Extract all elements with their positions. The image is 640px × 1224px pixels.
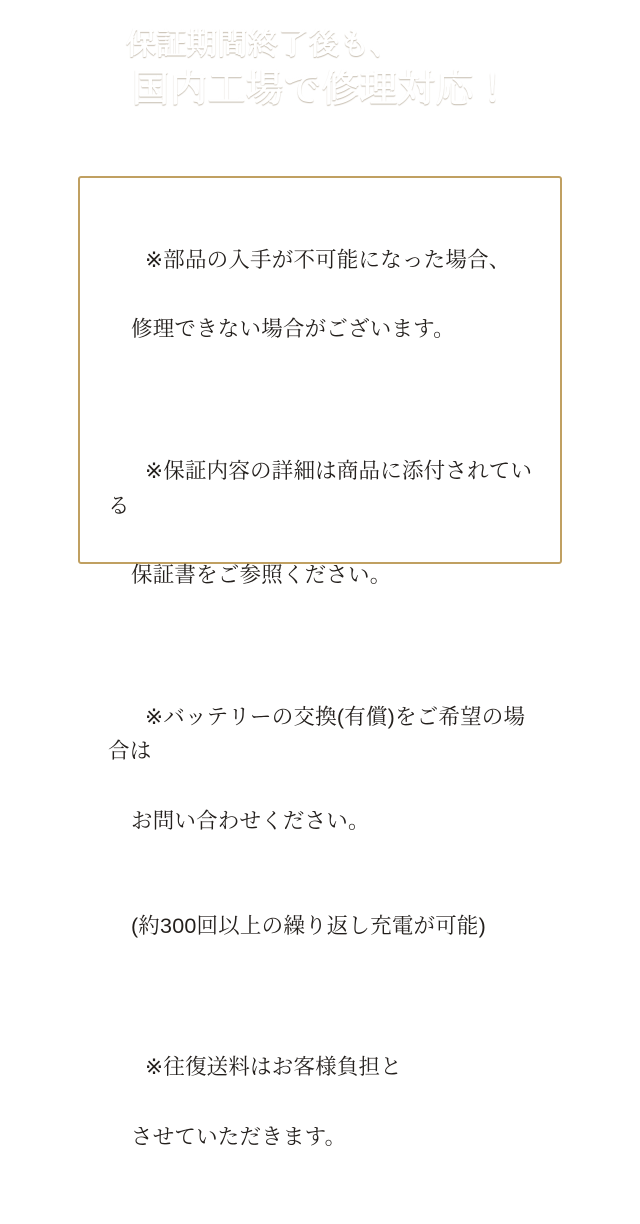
note-lead: ※部品の入手が不可能になった場合、: [145, 247, 511, 272]
note-continuation: 保証書をご参照ください。: [131, 563, 392, 588]
note-item: [108, 665, 534, 1013]
note-continuation: お問い合わせください。: [131, 809, 370, 834]
note-continuation: 修理できない場合がございます。: [131, 317, 455, 342]
note-lead: ※保証内容の詳細は商品に添付されている: [108, 458, 533, 518]
note-item: [108, 208, 534, 417]
warranty-banner: [65, 12, 575, 130]
note-continuation: (約300回以上の繰り返し充電が可能): [131, 913, 486, 938]
banner-line-1: 保証期間終了後も、: [126, 28, 401, 62]
banner-text: [126, 27, 512, 111]
note-continuation: させていただきます。: [131, 1124, 347, 1149]
notes-card: [78, 176, 562, 1149]
banner-content: [89, 27, 557, 111]
banner-line-2: 国内工場で修理対応！: [132, 67, 512, 109]
note-lead: ※往復送料はお客様負担と: [145, 1054, 402, 1079]
note-item: [108, 1015, 534, 1224]
note-item: [108, 419, 534, 663]
note-lead: ※バッテリーの交換(有償)をご希望の場合は: [108, 704, 526, 764]
check-icon: [89, 33, 116, 60]
